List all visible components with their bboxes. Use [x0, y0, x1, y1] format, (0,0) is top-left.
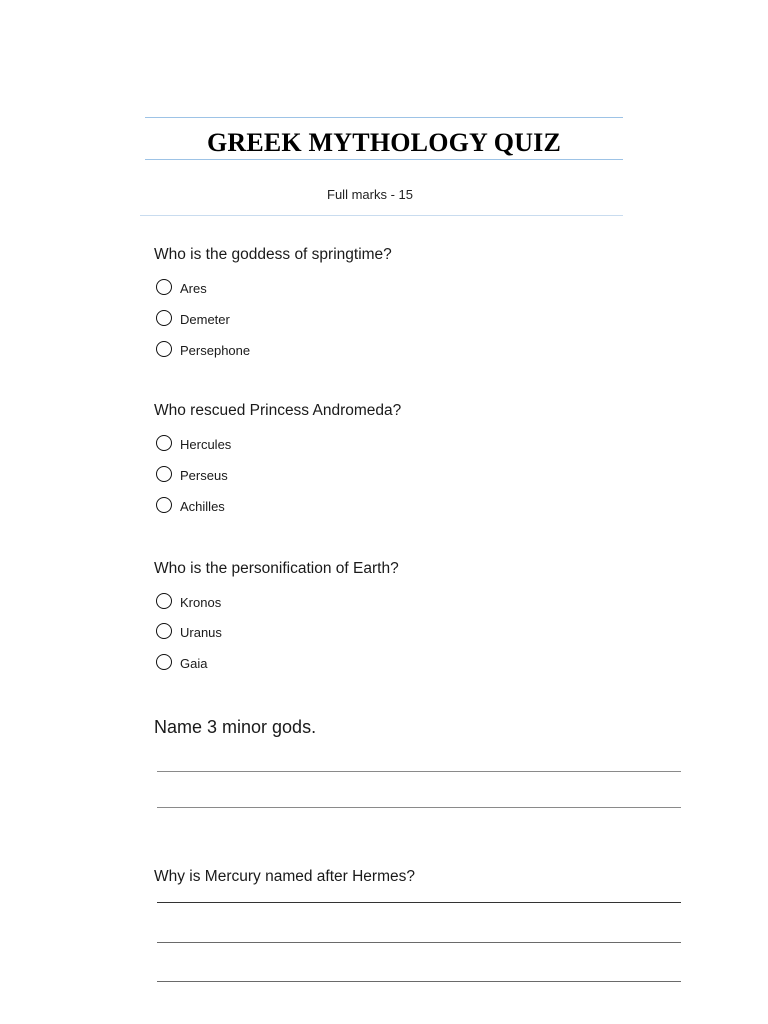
option-label: Perseus [180, 467, 228, 483]
option-perseus[interactable] [156, 464, 228, 484]
question-2: Who rescued Princess Andromeda? [154, 402, 402, 419]
radio-button[interactable] [156, 497, 172, 513]
option-kronos[interactable] [156, 591, 221, 611]
open-question-1: Name 3 minor gods. [154, 717, 317, 737]
radio-button[interactable] [156, 466, 172, 482]
option-label: Uranus [180, 624, 222, 640]
radio-button[interactable] [156, 623, 172, 639]
radio-button[interactable] [156, 279, 172, 295]
radio-button[interactable] [156, 341, 172, 357]
option-label: Demeter [180, 311, 230, 327]
option-label: Ares [180, 280, 207, 296]
answer-line[interactable] [157, 807, 681, 808]
option-label: Achilles [180, 498, 225, 514]
radio-button[interactable] [156, 310, 172, 326]
open-question-2: Why is Mercury named after Hermes? [154, 868, 415, 885]
option-demeter[interactable] [156, 308, 230, 328]
question-1: Who is the goddess of springtime? [154, 246, 392, 263]
option-achilles[interactable] [156, 495, 225, 515]
option-label: Persephone [180, 342, 251, 358]
option-label: Kronos [180, 594, 222, 610]
radio-button[interactable] [156, 593, 172, 609]
option-label: Hercules [180, 436, 232, 452]
option-hercules[interactable] [156, 433, 231, 453]
radio-button[interactable] [156, 435, 172, 451]
page-title: GREEK MYTHOLOGY QUIZ [206, 128, 562, 157]
full-marks-label: Full marks - 15 [327, 187, 413, 202]
answer-line[interactable] [157, 902, 681, 903]
header-top-rule [145, 117, 623, 118]
option-persephone[interactable] [156, 339, 250, 359]
question-3: Who is the personification of Earth? [154, 560, 399, 577]
header-bottom-rule [140, 215, 623, 216]
option-label: Gaia [180, 655, 208, 671]
option-ares[interactable] [156, 277, 207, 297]
answer-line[interactable] [157, 981, 681, 982]
answer-line[interactable] [157, 771, 681, 772]
radio-button[interactable] [156, 654, 172, 670]
answer-line[interactable] [157, 942, 681, 943]
option-gaia[interactable] [156, 652, 207, 672]
option-uranus[interactable] [156, 621, 222, 641]
header-title-rule [145, 159, 623, 160]
